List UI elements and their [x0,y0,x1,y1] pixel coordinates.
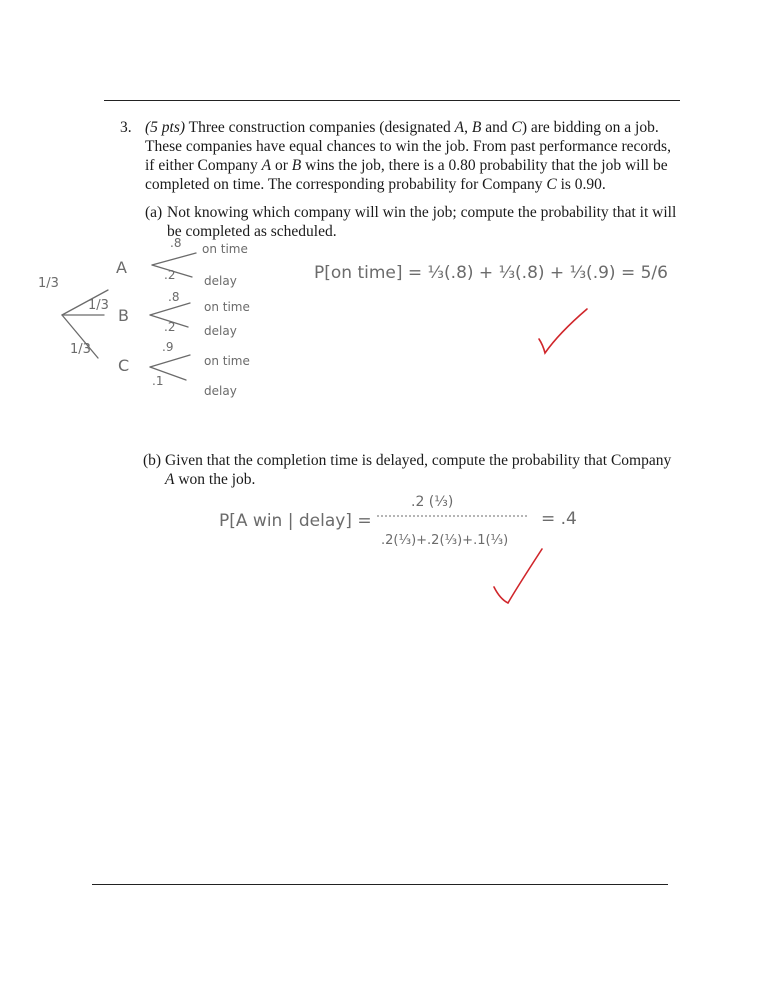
problem-number: 3. [120,119,132,136]
part-b-label: (b) [143,452,162,469]
bottom-rule [92,884,668,885]
answer-a-text: P[on time] = ⅓(.8) + ⅓(.8) + ⅓(.9) = 5/6 [314,263,668,283]
answer-b-lhs: P[A win | delay] = [219,511,372,531]
problem-3 [120,118,684,194]
answer-b-numerator: .2 (⅓) [411,494,454,510]
company-c: C [118,356,130,375]
top-rule [104,100,680,101]
c-outcome-ontime: on time [204,354,250,368]
a-prob-delay: .2 [164,268,176,282]
check-mark-b-icon [490,545,550,612]
b-outcome-ontime: on time [204,300,250,314]
root-prob-2: 1/3 [88,298,109,313]
part-b [143,451,683,489]
root-prob-1: 1/3 [38,276,59,291]
part-a-label: (a) [145,204,163,221]
answer-b [215,490,635,565]
company-a: A [116,258,127,277]
check-mark-a-icon [535,305,595,365]
answer-b-denominator: .2(⅓)+.2(⅓)+.1(⅓) [381,533,509,548]
a-prob-ontime: .8 [170,236,182,250]
a-outcome-delay: delay [204,274,237,288]
part-a-text: Not knowing which company will win the job; compute the probability that it will be completed as scheduled. [167,204,677,240]
part-b-text: Given that the completion time is delayed, compute the probability that Company A won the job. [165,452,672,488]
b-prob-delay: .2 [164,320,176,334]
root-prob-3: 1/3 [70,342,91,357]
b-outcome-delay: delay [204,324,237,338]
probability-tree [0,225,300,420]
c-prob-ontime: .9 [162,340,174,354]
c-outcome-delay: delay [204,384,237,398]
a-outcome-ontime: on time [202,242,248,256]
company-b: B [118,306,129,325]
points-label: (5 pts) [145,119,186,136]
c-prob-delay: .1 [152,374,164,388]
b-prob-ontime: .8 [168,290,180,304]
answer-a [310,250,690,295]
problem-statement: (5 pts) Three construction companies (designated A, B and C) are bidding on a job. These companies have equal chances to win the job. From past performance records, if either Company A or B wins the job, there is a 0.80 probability that the job will be completed on time. The corresponding probability for Company C is 0.90. [145,119,671,193]
answer-b-result: = .4 [541,509,577,529]
